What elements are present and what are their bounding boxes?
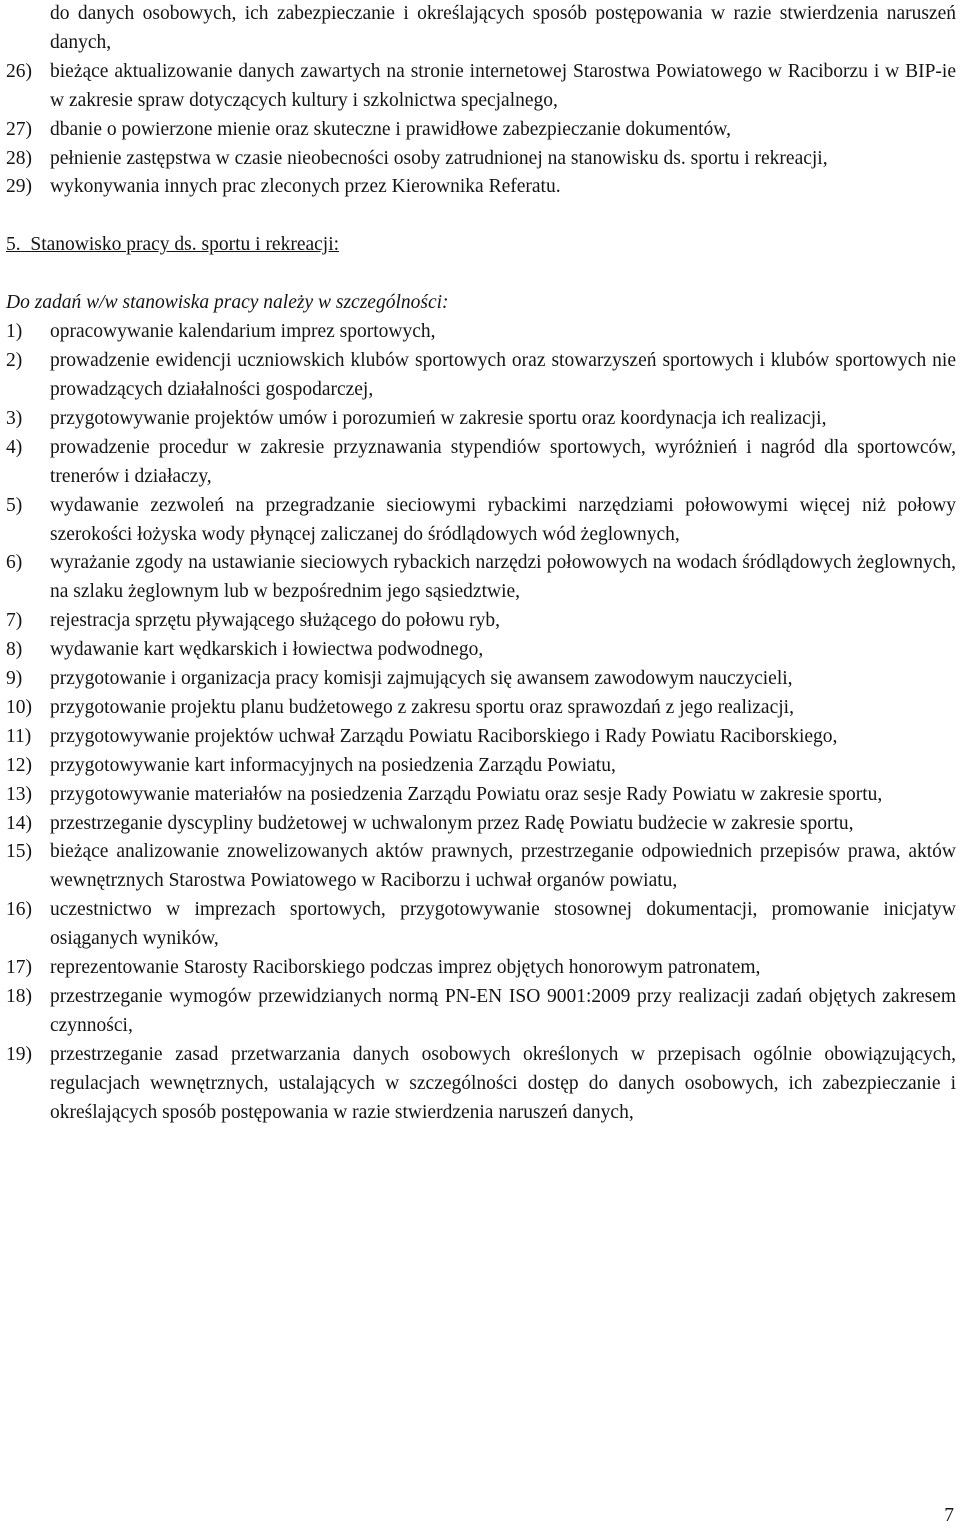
- list-item: [6, 781, 956, 810]
- previous-items-list: [6, 58, 956, 203]
- list-item: [6, 665, 956, 694]
- item-text: przestrzeganie wymogów przewidzianych normą PN-EN ISO 9001:2009 przy realizacji zadań objętych zakresem czynności,: [50, 986, 956, 1036]
- item-text: przygotowywanie projektów uchwał Zarządu Powiatu Raciborskiego i Rady Powiatu Raciborskiego,: [50, 725, 838, 747]
- item-text: wykonywania innych prac zleconych przez Kierownika Referatu.: [50, 176, 561, 198]
- continuation-text: [6, 0, 956, 58]
- list-item: [6, 896, 956, 954]
- item-text: prowadzenie procedur w zakresie przyznawania stypendiów sportowych, wyróżnień i nagród dla sportowców, trenerów i działaczy,: [50, 436, 956, 487]
- list-item: [6, 752, 956, 781]
- list-item: [6, 694, 956, 723]
- list-item: [6, 145, 956, 174]
- spacer: [6, 202, 956, 231]
- list-item: [6, 838, 956, 896]
- continuation-text-body: do danych osobowych, ich zabezpieczanie i określających sposób postępowania w razie stwierdzenia naruszeń danych,: [50, 3, 956, 53]
- item-number: 10): [6, 696, 32, 718]
- item-text: bieżące aktualizowanie danych zawartych na stronie internetowej Starostwa Powiatowego w Raciborzu i w BIP-ie w zakresie spraw dotyczących kultury i szkolnictwa specjalnego,: [50, 60, 956, 111]
- list-item: [6, 434, 956, 492]
- item-number: 7): [6, 610, 23, 632]
- list-item: [6, 723, 956, 752]
- item-number: 11): [6, 725, 32, 747]
- item-text: przygotowywanie materiałów na posiedzenia Zarządu Powiatu oraz sesje Rady Powiatu w zakresie sportu,: [50, 783, 883, 805]
- item-number: 8): [6, 639, 23, 661]
- page-number: 7: [944, 1505, 954, 1526]
- item-text: dbanie o powierzone mienie oraz skuteczne i prawidłowe zabezpieczanie dokumentów,: [50, 118, 731, 140]
- item-text: przygotowywanie projektów umów i porozumień w zakresie sportu oraz koordynacja ich realizacji,: [50, 407, 827, 429]
- item-text: wydawanie kart wędkarskich i łowiectwa podwodnego,: [50, 639, 484, 661]
- item-number: 15): [6, 841, 32, 863]
- list-item: [6, 116, 956, 145]
- item-number: 29): [6, 176, 32, 198]
- list-item: [6, 810, 956, 839]
- item-text: przestrzeganie dyscypliny budżetowej w uchwalonym przez Radę Powiatu budżecie w zakresie sportu,: [50, 812, 854, 834]
- item-number: 17): [6, 957, 32, 979]
- list-item: [6, 636, 956, 665]
- item-text: przygotowanie projektu planu budżetowego z zakresu sportu oraz sprawozdań z jego realizacji,: [50, 696, 794, 718]
- item-number: 26): [6, 60, 32, 82]
- list-item: [6, 549, 956, 607]
- item-text: przygotowywanie kart informacyjnych na posiedzenia Zarządu Powiatu,: [50, 754, 616, 776]
- list-item: [6, 58, 956, 116]
- list-item: [6, 983, 956, 1041]
- item-number: 19): [6, 1043, 32, 1065]
- item-number: 14): [6, 812, 32, 834]
- list-item: [6, 1041, 956, 1128]
- item-text: uczestnictwo w imprezach sportowych, przygotowywanie stosownej dokumentacji, promowanie inicjatyw osiąganych wyników,: [50, 899, 956, 950]
- item-number: 16): [6, 899, 32, 921]
- item-number: 28): [6, 147, 32, 169]
- list-item: [6, 318, 956, 347]
- item-number: 18): [6, 986, 32, 1007]
- item-number: 2): [6, 350, 23, 372]
- item-number: 1): [6, 321, 23, 343]
- item-text: opracowywanie kalendarium imprez sportowych,: [50, 321, 436, 343]
- item-text: wydawanie zezwoleń na przegradzanie sieciowymi rybackimi narzędziami połowowymi więcej niż połowy szerokości łożyska wody płynącej zaliczanej do śródlądowych wód żeglownych,: [50, 494, 956, 545]
- section-heading: [6, 231, 956, 260]
- section-title: Stanowisko pracy ds. sportu i rekreacji:: [30, 234, 340, 256]
- item-number: 6): [6, 552, 23, 574]
- item-text: przestrzeganie zasad przetwarzania danych osobowych określonych w przepisach ogólnie obowiązujących, regulacjach wewnętrznych, ustalających w szczególności dostęp do danych osobowych, ich zabezpieczanie i określających sposób postępowania w razie stwierdzenia naruszeń danych,: [50, 1043, 956, 1123]
- section-intro: Do zadań w/w stanowiska pracy należy w szczególności:: [6, 292, 449, 314]
- task-list: [6, 318, 956, 1127]
- item-text: wyrażanie zgody na ustawianie sieciowych rybackich narzędzi połowowych na wodach śródlądowych żeglownych, na szlaku żeglownym lub w bezpośrednim jego sąsiedztwie,: [50, 552, 956, 603]
- item-number: 13): [6, 783, 32, 805]
- item-number: 5): [6, 494, 23, 516]
- list-item: [6, 607, 956, 636]
- item-text: reprezentowanie Starosty Raciborskiego podczas imprez objętych honorowym patronatem,: [50, 957, 761, 979]
- item-number: 4): [6, 436, 23, 458]
- list-item: [6, 954, 956, 983]
- item-number: 12): [6, 754, 32, 776]
- item-text: rejestracja sprzętu pływającego służącego do połowu ryb,: [50, 610, 500, 632]
- list-item: [6, 347, 956, 405]
- list-item: [6, 492, 956, 550]
- section-number: 5.: [6, 234, 21, 256]
- item-text: przygotowanie i organizacja pracy komisji zajmujących się awansem zawodowym nauczycieli,: [50, 668, 793, 690]
- list-item: [6, 173, 956, 202]
- item-number: 9): [6, 668, 23, 690]
- item-number: 27): [6, 118, 32, 140]
- item-text: pełnienie zastępstwa w czasie nieobecności osoby zatrudnionej na stanowisku ds. sportu i rekreacji,: [50, 147, 828, 169]
- item-number: 3): [6, 407, 23, 429]
- document-page: [6, 0, 956, 1128]
- item-text: bieżące analizowanie znowelizowanych aktów prawnych, przestrzeganie odpowiednich przepisów prawa, aktów wewnętrznych Starostwa Powiatowego w Raciborzu i uchwał organów powiatu,: [50, 841, 956, 892]
- spacer: [6, 260, 956, 289]
- item-text: prowadzenie ewidencji uczniowskich klubów sportowych oraz stowarzyszeń sportowych i klubów sportowych nie prowadzących działalności gospodarczej,: [50, 350, 956, 400]
- list-item: [6, 405, 956, 434]
